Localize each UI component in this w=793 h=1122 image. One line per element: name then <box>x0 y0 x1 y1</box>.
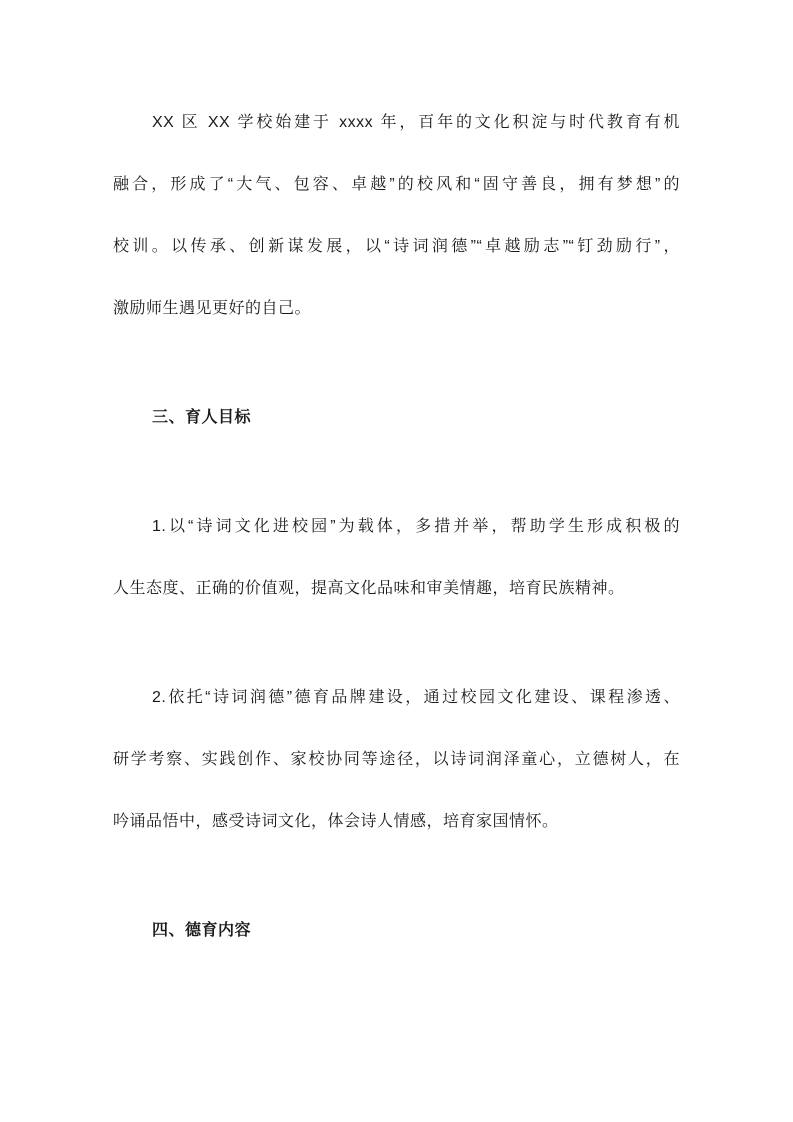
text-line: 2.依托“诗词润德”德育品牌建设，通过校园文化建设、课程渗透、 <box>152 689 680 706</box>
section-heading-education-goals <box>113 387 680 449</box>
text-line: 吟诵品悟中，感受诗词文化，体会诗人情感，培育家国情怀。 <box>113 813 559 830</box>
text-line: 研学考察、实践创作、家校协同等途径，以诗词润泽童心，立德树人，在 <box>113 751 680 768</box>
goal-item-2-paragraph <box>113 667 680 853</box>
section-heading-moral-education-content <box>113 900 680 962</box>
text-line: 校训。以传承、创新谋发展，以“诗词润德”“卓越励志”“钉劲励行”， <box>113 238 680 255</box>
text-line: 1.以“诗词文化进校园”为载体，多措并举，帮助学生形成积极的 <box>152 518 680 535</box>
text-line: 激励师生遇见更好的自己。 <box>113 300 312 317</box>
heading-text: 四、德育内容 <box>152 922 252 939</box>
text-line: XX 区 XX 学校始建于 xxxx 年，百年的文化积淀与时代教育有机 <box>152 114 680 131</box>
goal-item-1-paragraph <box>113 496 680 620</box>
intro-paragraph <box>113 92 680 340</box>
text-line: 人生态度、正确的价值观，提高文化品味和审美情趣，培育民族精神。 <box>113 580 625 597</box>
heading-text: 三、育人目标 <box>152 409 252 426</box>
text-line: 融合，形成了“大气、包容、卓越”的校风和“固守善良，拥有梦想”的 <box>113 176 680 193</box>
